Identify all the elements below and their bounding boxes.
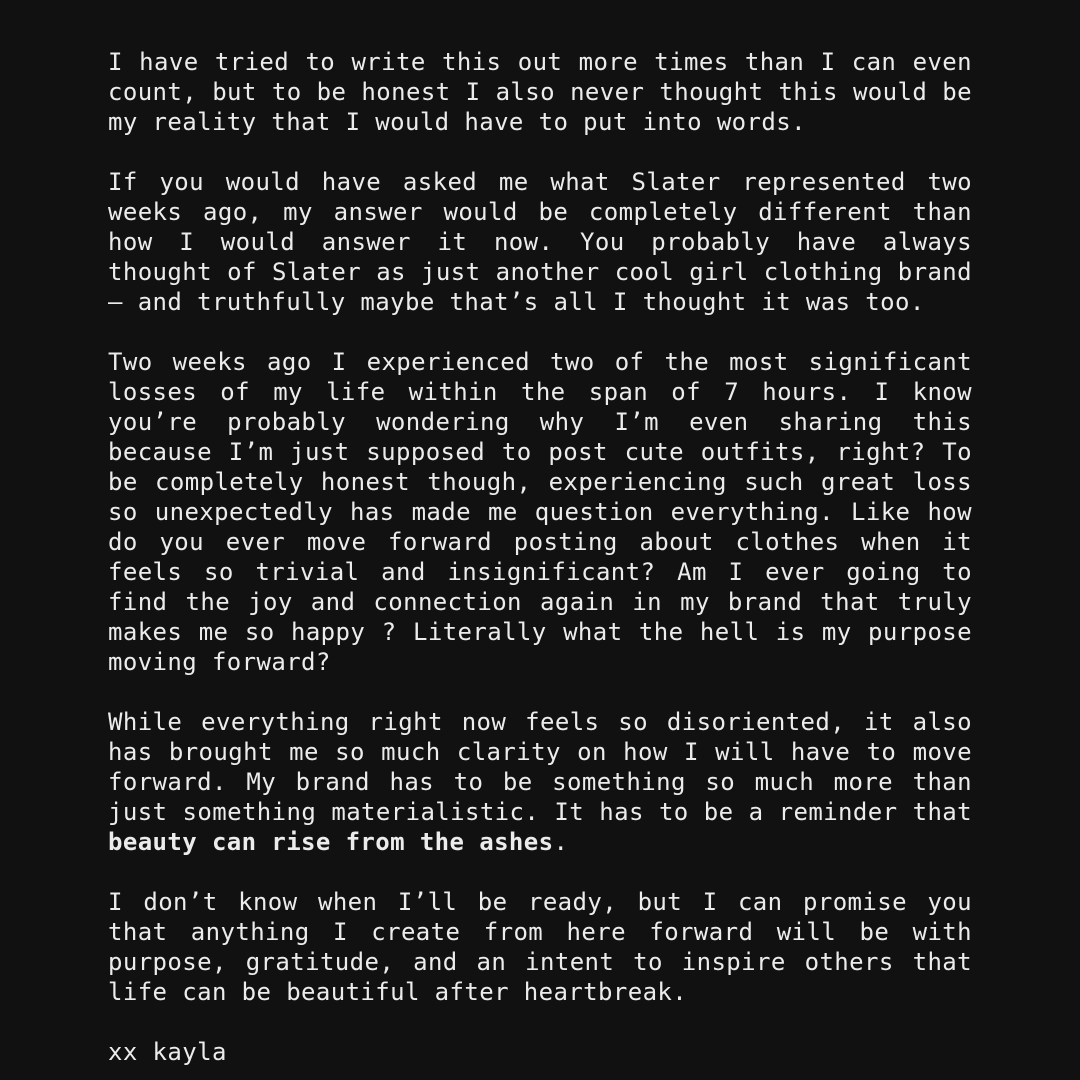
paragraph-losses: Two weeks ago I experienced two of the most significant losses of my life within the span of 7 hours. I know you’re probably wondering why I’m even sharing this because I’m just supposed to post cute outfits, right? To be completely honest though, experiencing such great loss so unexpectedly has made me question everything. Like how do you ever move forward posting about clothes when it feels so trivial and insignificant? Am I ever going to find the joy and connection again in my brand that truly makes me so happy ? Literally what the hell is my purpose moving forward?	[108, 348, 972, 676]
paragraph-intro: I have tried to write this out more times than I can even count, but to be honest I also never thought this would be my reality that I would have to put into words.	[108, 48, 972, 136]
clarity-end: .	[553, 828, 569, 856]
highlight-phrase: beauty can rise from the ashes	[108, 828, 554, 856]
paragraph-promise: I don’t know when I’ll be ready, but I can promise you that anything I create from here forward will be with purpose, gratitude, and an intent to inspire others that life can be beautiful after heartbreak.	[108, 888, 972, 1006]
signature: xx kayla	[108, 1038, 227, 1066]
clarity-text: While everything right now feels so disoriented, it also has brought me so much clarity on how I will have to move forward. My brand has to be something so much more than just something materialistic. It has to be a reminder that	[108, 708, 972, 826]
letter-body	[108, 47, 972, 1067]
paragraph-clarity	[108, 707, 972, 857]
paragraph-slater-meaning: If you would have asked me what Slater represented two weeks ago, my answer would be completely different than how I would answer it now. You probably have always thought of Slater as just another cool girl clothing brand – and truthfully maybe that’s all I thought it was too.	[108, 168, 972, 316]
